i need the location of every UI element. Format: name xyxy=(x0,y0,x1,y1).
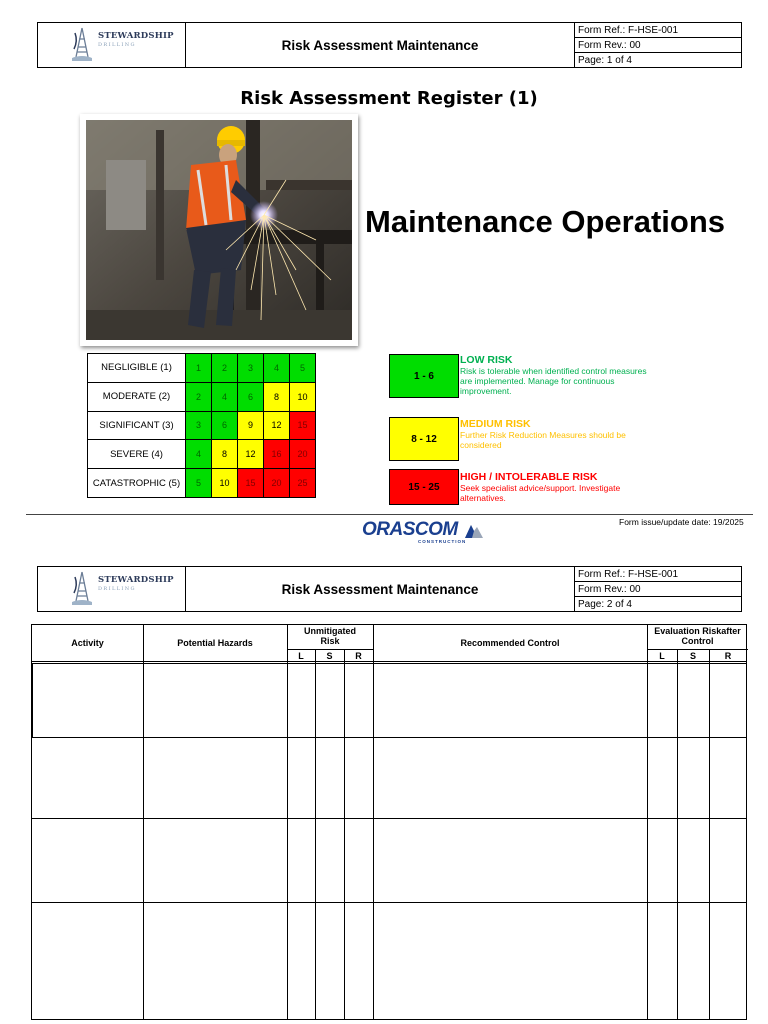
matrix-cell: 5 xyxy=(290,354,316,383)
matrix-row xyxy=(88,440,316,469)
header-evaluation-risk: Evaluation Riskafter Control xyxy=(654,626,741,646)
risk-matrix xyxy=(87,353,316,498)
header-recommended-control: Recommended Control xyxy=(460,638,560,648)
legend-high-swatch: 15 - 25 xyxy=(389,469,459,505)
legend-medium-desc: Further Risk Reduction Measures should be considered xyxy=(460,430,626,450)
table-col-divider xyxy=(143,625,144,1019)
legend-high-desc: Seek specialist advice/support. Investigate alternatives. xyxy=(460,483,621,503)
legend-medium-swatch: 8 - 12 xyxy=(389,417,459,461)
document-title: Risk Assessment Maintenance xyxy=(186,23,575,67)
form-rev: Form Rev.: 00 xyxy=(575,38,741,53)
matrix-cell: 20 xyxy=(290,440,316,469)
form-rev: Form Rev.: 00 xyxy=(575,582,741,597)
footer-divider xyxy=(26,514,753,515)
legend-medium-title: MEDIUM RISK xyxy=(460,418,531,430)
matrix-cell: 8 xyxy=(212,440,238,469)
table-row-divider xyxy=(647,649,748,650)
matrix-cell: 4 xyxy=(264,354,290,383)
table-row-divider xyxy=(32,737,746,738)
page2-header xyxy=(37,566,742,612)
matrix-cell: 2 xyxy=(212,354,238,383)
matrix-cell: 16 xyxy=(264,440,290,469)
table-row-divider xyxy=(287,649,373,650)
company-name: STEWARDSHIP xyxy=(98,575,174,585)
matrix-cell: 12 xyxy=(264,411,290,440)
table-row-divider xyxy=(32,902,746,903)
orascom-subtitle: CONSTRUCTION xyxy=(418,539,467,544)
company-logo xyxy=(38,567,186,611)
document-title: Risk Assessment Maintenance xyxy=(186,567,575,611)
header-activity: Activity xyxy=(71,638,104,648)
matrix-cell: 4 xyxy=(186,440,212,469)
matrix-row xyxy=(88,469,316,498)
form-ref: Form Ref.: F-HSE-001 xyxy=(575,23,741,38)
matrix-cell: 9 xyxy=(238,411,264,440)
matrix-cell: 15 xyxy=(290,411,316,440)
matrix-cell: 8 xyxy=(264,382,290,411)
matrix-cell: 12 xyxy=(238,440,264,469)
legend-high-title: HIGH / INTOLERABLE RISK xyxy=(460,471,598,483)
header-eval-s: S xyxy=(689,651,696,661)
page-number: Page: 1 of 4 xyxy=(578,54,632,66)
page1-header xyxy=(37,22,742,68)
company-subtitle: DRILLING xyxy=(98,42,136,48)
table-col-divider xyxy=(344,650,345,1019)
derrick-logo-icon xyxy=(71,27,93,61)
table-row-divider xyxy=(32,663,746,664)
orascom-emblem-icon xyxy=(463,521,485,539)
legend-low-swatch: 1 - 6 xyxy=(389,354,459,398)
matrix-cell: 6 xyxy=(212,411,238,440)
matrix-row xyxy=(88,354,316,383)
issue-date: Form issue/update date: 19/2025 xyxy=(619,517,744,527)
matrix-cell: 20 xyxy=(264,469,290,498)
table-col-divider xyxy=(373,625,374,1019)
matrix-row xyxy=(88,382,316,411)
matrix-row-label: SEVERE (4) xyxy=(88,440,186,469)
header-potential-hazards: Potential Hazards xyxy=(177,638,253,648)
legend-low-desc: Risk is tolerable when identified control measures are implemented. Manage for continuous improvement. xyxy=(460,366,647,396)
operations-title: Maintenance Operations xyxy=(365,204,726,239)
register-title: Risk Assessment Register (1) xyxy=(240,88,538,109)
company-name: STEWARDSHIP xyxy=(98,31,174,41)
form-meta xyxy=(575,567,741,611)
company-subtitle: DRILLING xyxy=(98,586,136,592)
matrix-cell: 10 xyxy=(212,469,238,498)
matrix-cell: 1 xyxy=(186,354,212,383)
header-r: R xyxy=(355,651,362,661)
header-s: S xyxy=(326,651,333,661)
matrix-cell: 10 xyxy=(290,382,316,411)
table-row-divider xyxy=(32,818,746,819)
welding-photo xyxy=(80,114,358,346)
legend-low-title: LOW RISK xyxy=(460,354,513,366)
form-ref: Form Ref.: F-HSE-001 xyxy=(575,567,741,582)
table-row-divider xyxy=(32,661,746,662)
table-col-divider xyxy=(647,625,648,1019)
matrix-cell: 2 xyxy=(186,382,212,411)
table-col-divider xyxy=(287,625,288,1019)
table-col-divider xyxy=(677,650,678,1019)
risk-register-table xyxy=(31,624,747,1020)
matrix-row-label: NEGLIGIBLE (1) xyxy=(88,354,186,383)
table-col-divider xyxy=(709,650,710,1019)
matrix-cell: 6 xyxy=(238,382,264,411)
welding-worker-image xyxy=(86,120,352,340)
table-col-divider xyxy=(315,650,316,1019)
company-logo xyxy=(38,23,186,67)
matrix-row-label: CATASTROPHIC (5) xyxy=(88,469,186,498)
derrick-logo-icon xyxy=(71,571,93,605)
matrix-cell: 3 xyxy=(186,411,212,440)
orascom-logo: ORASCOM xyxy=(362,519,458,540)
header-eval-l: L xyxy=(659,651,665,661)
matrix-cell: 3 xyxy=(238,354,264,383)
header-unmitigated-risk: Unmitigated Risk xyxy=(303,626,356,646)
matrix-cell: 25 xyxy=(290,469,316,498)
matrix-cell: 15 xyxy=(238,469,264,498)
row-left-border xyxy=(31,663,33,737)
matrix-row xyxy=(88,411,316,440)
header-l: L xyxy=(298,651,304,661)
matrix-cell: 5 xyxy=(186,469,212,498)
matrix-row-label: SIGNIFICANT (3) xyxy=(88,411,186,440)
form-meta xyxy=(575,23,741,67)
matrix-row-label: MODERATE (2) xyxy=(88,382,186,411)
page-number: Page: 2 of 4 xyxy=(578,598,632,610)
header-eval-r: R xyxy=(724,651,732,661)
matrix-cell: 4 xyxy=(212,382,238,411)
